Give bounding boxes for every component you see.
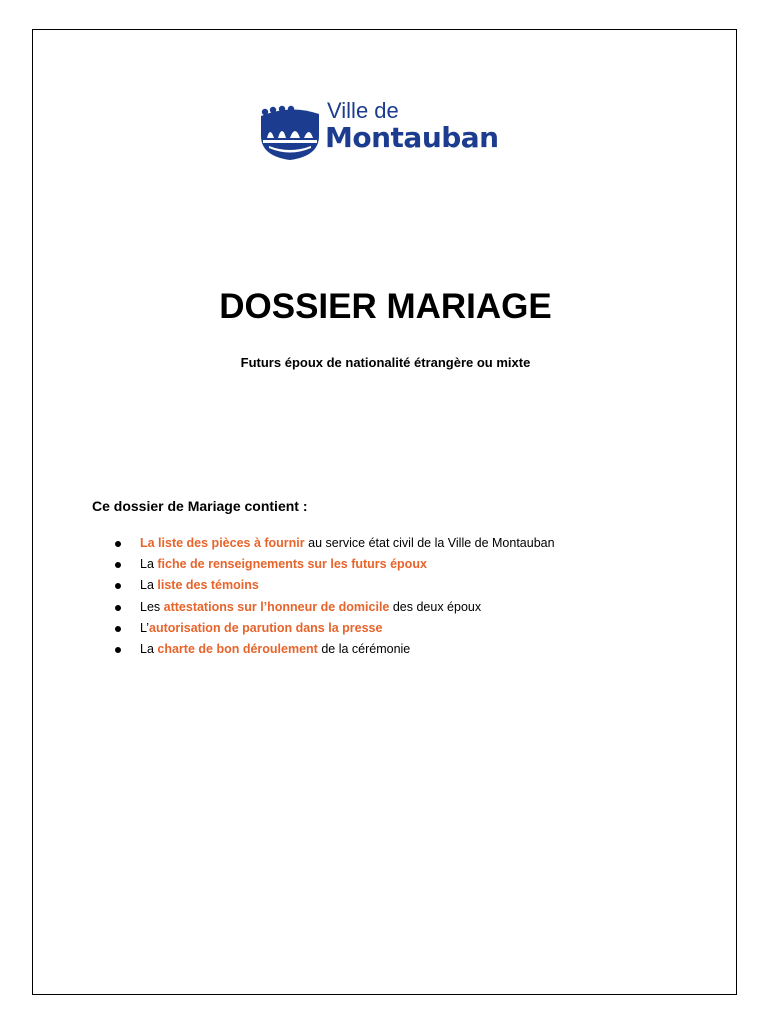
- item-prefix: La: [140, 578, 158, 593]
- item-link[interactable]: fiche de renseignements sur les futurs époux: [157, 557, 427, 572]
- item-link[interactable]: charte de bon déroulement: [157, 641, 318, 656]
- contents-heading: Ce dossier de Mariage contient :: [92, 498, 308, 514]
- list-item: [115, 554, 555, 575]
- item-prefix: La: [140, 557, 158, 572]
- document-subtitle: Futurs époux de nationalité étrangère ou mixte: [240, 355, 531, 370]
- ville-de-montauban-logo: [259, 98, 519, 162]
- list-item: [115, 533, 555, 554]
- bullet-icon: [115, 541, 121, 547]
- item-prefix: Les: [140, 599, 164, 614]
- item-link[interactable]: autorisation de parution dans la presse: [149, 620, 383, 635]
- bullet-icon: [115, 626, 121, 632]
- list-item: [115, 597, 555, 618]
- logo-line-2: Montauban: [325, 121, 499, 154]
- item-suffix: au service état civil de la Ville de Montauban: [304, 536, 555, 550]
- document-page: [32, 29, 737, 995]
- document-title: DOSSIER MARIAGE: [219, 287, 552, 326]
- list-item: [115, 575, 555, 596]
- list-item: [115, 618, 555, 639]
- item-suffix: des deux époux: [389, 599, 482, 614]
- bullet-icon: [115, 605, 121, 611]
- item-prefix: La: [140, 641, 158, 656]
- bullet-icon: [115, 583, 121, 589]
- bullet-icon: [115, 647, 121, 653]
- montauban-emblem-icon: [259, 102, 321, 162]
- list-item: [115, 639, 555, 660]
- item-link[interactable]: liste des témoins: [157, 578, 259, 593]
- bullet-icon: [115, 562, 121, 568]
- contents-list: [115, 533, 555, 660]
- item-prefix: L’: [140, 620, 150, 635]
- item-link[interactable]: La liste des pièces à fournir: [140, 536, 305, 550]
- item-link[interactable]: attestations sur l’honneur de domicile: [163, 599, 390, 614]
- logo-line-1: Ville de: [327, 98, 399, 123]
- item-suffix: de la cérémonie: [317, 641, 411, 656]
